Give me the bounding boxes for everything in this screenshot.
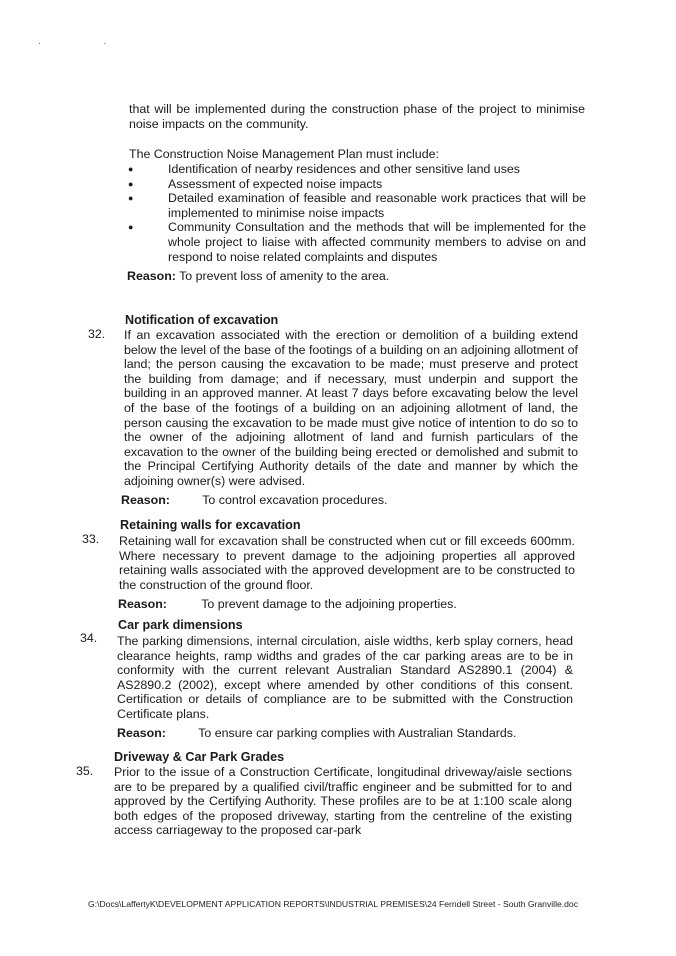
reason-text: To prevent loss of amenity to the area. [179, 269, 390, 283]
list-item [128, 220, 586, 264]
list-item [128, 162, 586, 177]
list-item-text: Community Consultation and the methods that will be implemented for the whole project to liaise with affected community members to advise on and respond to noise related complaints and disputes [168, 220, 586, 264]
continued-paragraph: that will be implemented during the construction phase of the project to minimise noise impacts on the community. [129, 102, 585, 131]
condition-body: Prior to the issue of a Construction Certificate, longitudinal driveway/aisle sections are to be prepared by a qualified civil/traffic engineer and be submitted for to and approved by the Certifying Authority. These profiles are to be at 1:100 scale along both edges of the proposed driveway, starting from the centreline of the existing access carriageway to the proposed car-park [114, 765, 572, 838]
bullet-icon: ● [128, 178, 134, 189]
scan-corner-marks: . . [38, 36, 137, 47]
condition-body: Retaining wall for excavation shall be constructed when cut or fill exceeds 600mm. Where necessary to prevent damage to the adjoining properties all approved retaining walls associated with the approved development are to be constructed to the construction of the ground floor. [119, 534, 575, 592]
reason-text: To control excavation procedures. [202, 493, 388, 507]
condition-number: 33. [82, 532, 100, 546]
reason-line [121, 493, 388, 507]
plan-requirements-list [128, 162, 586, 264]
reason-text: To prevent damage to the adjoining properties. [201, 597, 457, 611]
condition-body: The parking dimensions, internal circulation, aisle widths, kerb splay corners, head clearance heights, ramp widths and grades of the car parking areas are to be in conformity with the current relevant Australian Standard AS2890.1 (2004) & AS2890.2 (2002), except where amended by other conditions of this consent. Certification or details of compliance are to be submitted with the Construction Certificate plans. [117, 634, 573, 721]
condition-heading: Car park dimensions [118, 618, 243, 632]
plan-intro-text: The Construction Noise Management Plan must include: [129, 147, 439, 161]
list-item-text: Assessment of expected noise impacts [168, 176, 383, 191]
reason-label: Reason: [117, 726, 166, 740]
reason-label: Reason: [118, 597, 167, 611]
condition-body: If an excavation associated with the erection or demolition of a building extend below the level of the base of the footings of a building on an adjoining allotment of land; the person causing the excavation to be made; must preserve and protect the building from damage; and if necessary, must underpin and support the building in an approved manner. At least 7 days before excavating below the level of the base of the footings of a building on an adjoining allotment of land, the person causing the excavation to be made must give notice of intention to do so to the owner of the adjoining allotment of land and furnish particulars of the excavation to the owner of the building being erected or demolished and submit to the Principal Certifying Authority details of the date and manner by which the adjoining owner(s) were advised. [124, 328, 578, 488]
reason-line [118, 597, 457, 611]
bullet-icon: ● [128, 193, 134, 204]
document-footer-path: G:\Docs\LaffertyK\DEVELOPMENT APPLICATION REPORTS\INDUSTRIAL PREMISES\24 Ferndell Street - South Granville.doc [88, 899, 579, 909]
list-item [128, 177, 586, 192]
list-item-text: Detailed examination of feasible and reasonable work practices that will be implemented to minimise noise impacts [168, 191, 586, 220]
condition-heading: Notification of excavation [125, 313, 279, 327]
condition-number: 32. [88, 327, 106, 341]
reason-label: Reason: [121, 493, 170, 507]
condition-heading: Driveway & Car Park Grades [114, 750, 285, 764]
reason-label: Reason: [127, 269, 176, 283]
bullet-icon: ● [128, 222, 134, 233]
condition-heading: Retaining walls for excavation [120, 518, 301, 532]
reason-line [127, 269, 389, 283]
condition-number: 35. [76, 764, 94, 778]
list-item [128, 191, 586, 220]
list-item-text: Identification of nearby residences and other sensitive land uses [168, 162, 520, 176]
condition-number: 34. [80, 631, 98, 645]
reason-text: To ensure car parking complies with Australian Standards. [198, 726, 517, 740]
reason-line [117, 726, 516, 740]
bullet-icon: ● [128, 164, 134, 174]
